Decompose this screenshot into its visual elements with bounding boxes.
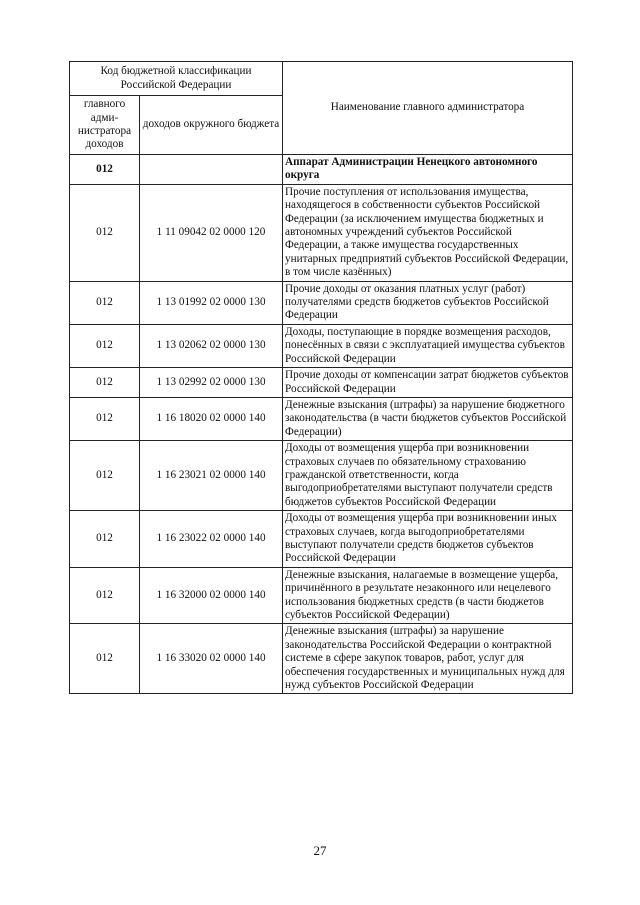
page-number: 27 <box>313 843 327 858</box>
revenue-name-cell: Денежные взыскания, налагаемые в возмещение ущерба, причинённого в результате незаконного или нецелевого использования бюджетных средств (в части бюджетов субъектов Российской Федерации) <box>283 567 573 624</box>
revenue-name-cell: Доходы от возмещения ущерба при возникновении страховых случаев по обязательному страхованию гражданской ответственности, когда выгодоприобретателями выступают получатели средств бюджетов субъектов Российской Федерации <box>283 441 573 511</box>
admin-code-cell: 012 <box>70 624 140 694</box>
revenue-name-cell: Денежные взыскания (штрафы) за нарушение законодательства Российской Федерации о контрактной системе в сфере закупок товаров, работ, услуг для обеспечения государственных и муниципальных нужд для нужд субъектов Российской Федерации <box>283 624 573 694</box>
admin-code-cell: 012 <box>70 324 140 367</box>
table-row <box>70 441 573 511</box>
admin-code-cell: 012 <box>70 281 140 324</box>
revenue-name-cell: Доходы от возмещения ущерба при возникновении иных страховых случаев, когда выгодоприобретателями выступают получатели средств бюджетов субъектов Российской Федерации <box>283 511 573 568</box>
kbk-code-cell: 1 16 23021 02 0000 140 <box>140 441 283 511</box>
kbk-code-cell: 1 16 33020 02 0000 140 <box>140 624 283 694</box>
table-row <box>70 281 573 324</box>
kbk-code-cell: 1 16 18020 02 0000 140 <box>140 397 283 440</box>
kbk-code-cell: 1 11 09042 02 0000 120 <box>140 184 283 281</box>
revenue-name-cell: Прочие доходы от компенсации затрат бюджетов субъектов Российской Федерации <box>283 368 573 398</box>
kbk-code-cell: 1 13 02992 02 0000 130 <box>140 368 283 398</box>
budget-classification-table <box>69 61 573 694</box>
header-group-title: Код бюджетной классификации Российской Федерации <box>70 62 283 96</box>
table-row <box>70 624 573 694</box>
admin-code-cell: 012 <box>70 368 140 398</box>
table-header-row <box>70 62 573 96</box>
revenue-name-cell: Денежные взыскания (штрафы) за нарушение бюджетного законодательства (в части бюджетов субъектов Российской Федерации) <box>283 397 573 440</box>
kbk-code-cell: 1 13 01992 02 0000 130 <box>140 281 283 324</box>
kbk-code-cell: 1 16 23022 02 0000 140 <box>140 511 283 568</box>
revenue-name-cell: Доходы, поступающие в порядке возмещения расходов, понесённых в связи с эксплуатацией имущества субъектов Российской Федерации <box>283 324 573 367</box>
kbk-code-cell: 1 16 32000 02 0000 140 <box>140 567 283 624</box>
admin-empty-cell <box>140 155 283 185</box>
admin-code-cell: 012 <box>70 184 140 281</box>
admin-code-cell: 012 <box>70 397 140 440</box>
admin-code-cell: 012 <box>70 441 140 511</box>
table-row <box>70 184 573 281</box>
table-row <box>70 368 573 398</box>
table-row <box>70 397 573 440</box>
admin-code-cell: 012 <box>70 567 140 624</box>
revenue-name-cell: Прочие доходы от оказания платных услуг (работ) получателями средств бюджетов субъектов Российской Федерации <box>283 281 573 324</box>
admin-name: Аппарат Администрации Ненецкого автономного округа <box>283 155 573 185</box>
table-row <box>70 567 573 624</box>
table-row <box>70 324 573 367</box>
kbk-code-cell: 1 13 02062 02 0000 130 <box>140 324 283 367</box>
table-row <box>70 511 573 568</box>
revenue-name-cell: Прочие поступления от использования имущества, находящегося в собственности субъектов Российской Федерации (за исключением имущества бюджетных и автономных учреждений субъектов Российской Федерации, а также имущества государственных унитарных предприятий субъектов Российской Федерации, в том числе казённых) <box>283 184 573 281</box>
header-income-code: доходов окружного бюджета <box>140 96 283 155</box>
header-admin-code: главного адми-нистратора доходов <box>70 96 140 155</box>
admin-code-cell: 012 <box>70 511 140 568</box>
admin-row <box>70 155 573 185</box>
admin-code: 012 <box>70 155 140 185</box>
header-admin-name: Наименование главного администратора <box>283 62 573 155</box>
